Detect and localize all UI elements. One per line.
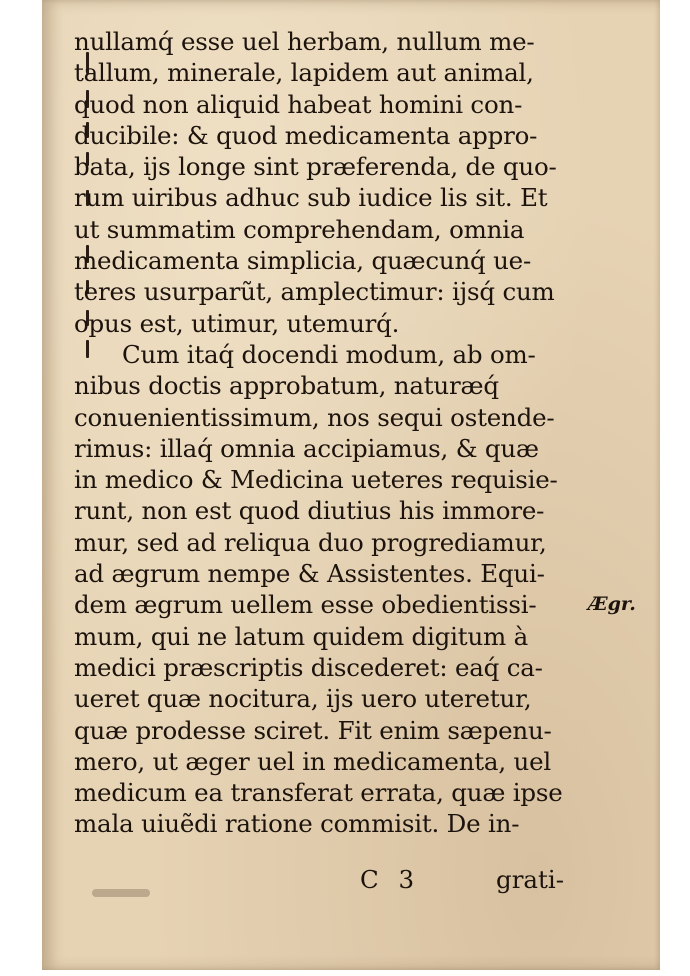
text-line: opus est, utimur, utemurq́. bbox=[74, 308, 400, 338]
text-line: quæ prodesse sciret. Fit enim sæpenu- bbox=[74, 715, 552, 745]
text-line: ducibile: & quod medicamenta appro- bbox=[74, 120, 538, 150]
text-line: ad ægrum nempe & Assistentes. Equi- bbox=[74, 559, 545, 589]
text-line: conuenientissimum, nos sequi ostende- bbox=[74, 402, 555, 432]
text-line: in medico & Medicina ueteres requisie- bbox=[74, 465, 558, 495]
text-line: mum, qui ne latum quidem digitum à bbox=[74, 621, 529, 651]
ink-smudge bbox=[92, 889, 150, 897]
text-line: quod non aliquid habeat homini con- bbox=[74, 89, 523, 119]
catchword: grati- bbox=[496, 865, 564, 894]
text-line: dem ægrum uellem esse obedientissi- bbox=[74, 590, 537, 620]
text-line: runt, non est quod diutius his immore- bbox=[74, 496, 545, 526]
text-line: ueret quæ nocitura, ijs uero uteretur, bbox=[74, 684, 532, 714]
text-line-paragraph-start: Cum itaq́ docendi modum, ab om- bbox=[122, 339, 536, 369]
text-line: mala uiuẽdi ratione commisit. De in- bbox=[74, 809, 520, 839]
page-footer bbox=[74, 865, 564, 897]
text-line: medicamenta simplicia, quæcunq́ ue- bbox=[74, 246, 532, 276]
text-line: tallum, minerale, lapidem aut animal, bbox=[74, 58, 534, 88]
margin-note: Ægr. bbox=[588, 593, 636, 615]
text-line: mero, ut æger uel in medicamenta, uel bbox=[74, 746, 552, 776]
text-line: medicum ea transferat errata, quæ ipse bbox=[74, 778, 563, 808]
text-line: mur, sed ad reliqua duo progrediamur, bbox=[74, 527, 547, 557]
text-line: ut summatim comprehendam, omnia bbox=[74, 214, 525, 244]
text-line: teres usurparũt, amplectimur: ijsq́ cum bbox=[74, 277, 555, 307]
text-line: bata, ijs longe sint præferenda, de quo- bbox=[74, 152, 557, 182]
text-line: rum uiribus adhuc sub iudice lis sit. Et bbox=[74, 183, 548, 213]
text-line: rimus: illaq́ omnia accipiamus, & quæ bbox=[74, 433, 539, 463]
text-line: nullamq́ esse uel herbam, nullum me- bbox=[74, 27, 535, 56]
text-line: nibus doctis approbatum, naturæq́ bbox=[74, 371, 499, 401]
text-line: medici præscriptis discederet: eaq́ ca- bbox=[74, 652, 543, 682]
signature-mark: C 3 bbox=[360, 865, 421, 894]
body-text bbox=[74, 26, 564, 840]
